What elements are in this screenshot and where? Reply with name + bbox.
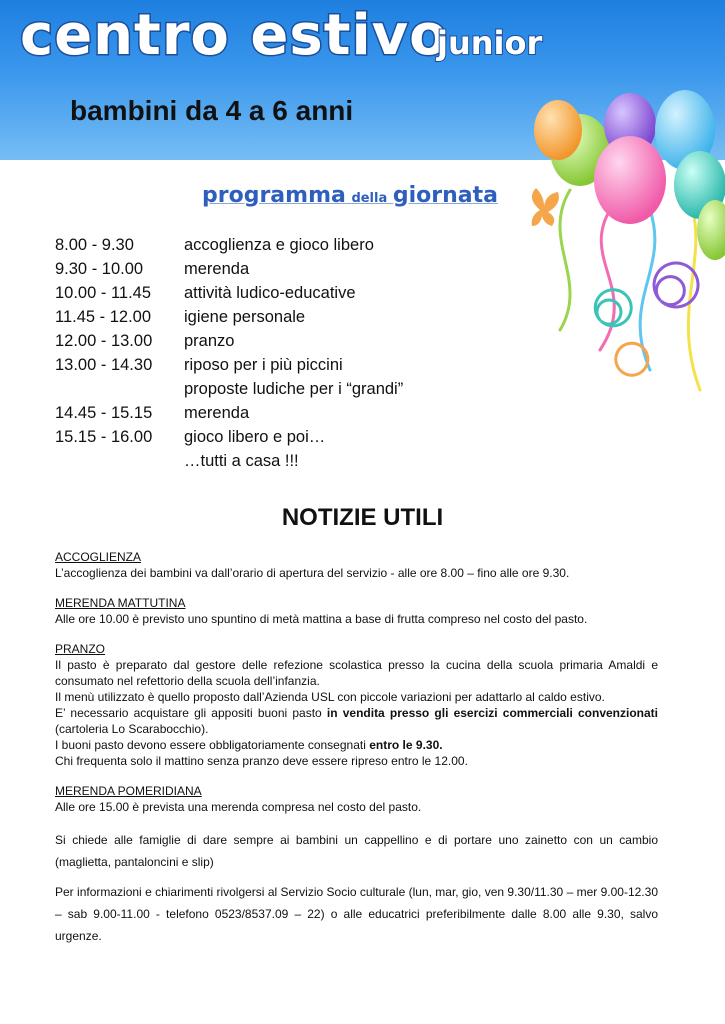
- merenda-pomeridiana-heading: MERENDA POMERIDIANA: [55, 784, 202, 798]
- balloon-pink: [594, 136, 666, 224]
- subtitle-age: bambini da 4 a 6 anni: [70, 95, 354, 126]
- pranzo-p5: Chi frequenta solo il mattino senza pranzo deve essere ripreso entro le 12.00.: [55, 754, 468, 768]
- title-junior: junior: [437, 24, 543, 62]
- schedule-row: 12.00 - 13.00 pranzo: [55, 332, 235, 350]
- informazioni-note: Per informazioni e chiarimenti rivolgersi al Servizio Socio culturale (lun, mar, gio, ven 9.30/11.30 – mer 9.00-12.30 – sab 9.00-11.00 - telefono 0523/8537.09 – 22) o alle educatrici preferibilmente dalle 8.00 alle 9.30, salvo urgenze.: [55, 885, 658, 943]
- pranzo-p1: Il pasto è preparato dal gestore delle refezione scolastica presso la cucina della scuola primaria Amaldi e consumato nel refettorio della scuola dell’infanzia.: [55, 658, 658, 688]
- accoglienza-text: L’accoglienza dei bambini va dall’orario di apertura del servizio - alle ore 8.00 – fino alle ore 9.30.: [55, 566, 570, 580]
- accoglienza-heading: ACCOGLIENZA: [55, 550, 142, 564]
- pranzo-p3: E’ necessario acquistare gli appositi buoni pasto in vendita presso gli esercizi commerciali convenzionati (cartoleria Lo Scarabocchio).: [55, 706, 659, 736]
- pranzo-p4: I buoni pasto devono essere obbligatoriamente consegnati entro le 9.30.: [55, 738, 443, 752]
- info-sections: [55, 549, 658, 947]
- schedule-row: 14.45 - 15.15 merenda: [55, 404, 250, 422]
- balloon-orange: [534, 100, 582, 160]
- schedule-row: 10.00 - 11.45 attività ludico-educative: [55, 284, 356, 302]
- schedule-row: 8.00 - 9.30 accoglienza e gioco libero: [55, 236, 374, 254]
- merenda-mattutina-heading: MERENDA MATTUTINA: [55, 596, 186, 610]
- famiglie-note: Si chiede alle famiglie di dare sempre ai bambini un cappellino e di portare uno zainetto con un cambio (maglietta, pantaloncini e slip): [55, 833, 658, 869]
- schedule-row: proposte ludiche per i “grandi”: [184, 380, 404, 398]
- schedule-row: 9.30 - 10.00 merenda: [55, 260, 250, 278]
- schedule-row: 13.00 - 14.30 riposo per i più piccini: [55, 356, 343, 374]
- title-centro-estivo: centro estivo: [20, 3, 449, 68]
- schedule-row: …tutti a casa !!!: [184, 452, 299, 470]
- merenda-mattutina-text: Alle ore 10.00 è previsto uno spuntino di metà mattina a base di frutta compreso nel costo del pasto.: [55, 612, 588, 626]
- program-title: programma della giornata: [202, 183, 498, 208]
- balloons-illustration: [500, 70, 725, 410]
- schedule-row: 11.45 - 12.00 igiene personale: [55, 308, 306, 326]
- schedule-row: 15.15 - 16.00 gioco libero e poi…: [55, 428, 326, 446]
- butterfly-shape: [532, 188, 559, 226]
- daily-schedule: [55, 233, 475, 473]
- pranzo-p2: Il menù utilizzato è quello proposto dall’Azienda USL con piccole variazioni per adattarlo al caldo estivo.: [55, 690, 605, 704]
- merenda-pomeridiana-text: Alle ore 15.00 è prevista una merenda compresa nel costo del pasto.: [55, 800, 422, 814]
- pranzo-heading: PRANZO: [55, 642, 106, 656]
- notizie-utili-heading: NOTIZIE UTILI: [281, 504, 444, 531]
